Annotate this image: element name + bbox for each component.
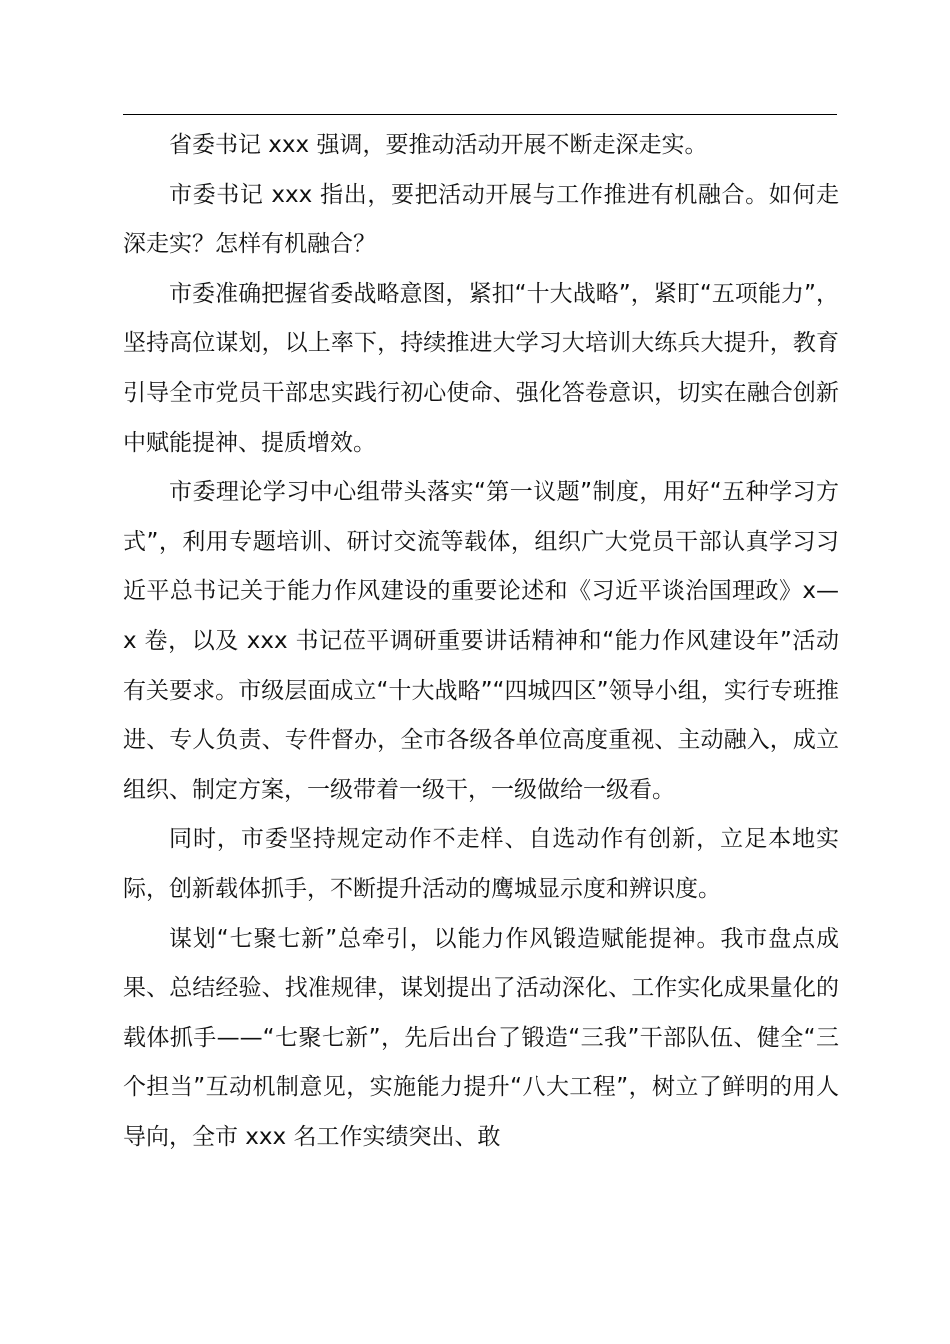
paragraph: 市委准确把握省委战略意图，紧扣“十大战略”，紧盯“五项能力”，坚持高位谋划，以上率下，持续推进大学习大培训大练兵大提升，教育引导全市党员干部忠实践行初心使命、强化答卷意识，切实在融合创新中赋能提神、提质增效。 [123, 280, 839, 456]
paragraph: 市委书记 xxx 指出，要把活动开展与工作推进有机融合。如何走深走实？怎样有机融合？ [123, 181, 839, 258]
paragraph: 谋划“七聚七新”总牵引，以能力作风锻造赋能提神。我市盘点成果、总结经验、找准规律，谋划提出了活动深化、工作实化成果量化的载体抓手——“七聚七新”，先后出台了锻造“三我”干部队伍、健全“三个担当”互动机制意见，实施能力提升“八大工程”，树立了鲜明的用人导向，全市 xxx 名工作实绩突出、敢 [123, 925, 839, 1150]
document-body [123, 121, 839, 1162]
paragraph: 同时，市委坚持规定动作不走样、自选动作有创新，立足本地实际，创新载体抓手，不断提升活动的鹰城显示度和辨识度。 [123, 826, 839, 902]
header-rule [123, 114, 837, 115]
paragraph: 省委书记 xxx 强调，要推动活动开展不断走深走实。 [169, 132, 708, 158]
paragraph: 市委理论学习中心组带头落实“第一议题”制度，用好“五种学习方式”，利用专题培训、研讨交流等载体，组织广大党员干部认真学习习近平总书记关于能力作风建设的重要论述和《习近平谈治国理政》x—x 卷，以及 xxx 书记莅平调研重要讲话精神和“能力作风建设年”活动有关要求。市级层面成立“十大战略”“四城四区”领导小组，实行专班推进、专人负责、专件督办，全市各级各单位高度重视、主动融入，成立组织、制定方案，一级带着一级干，一级做给一级看。 [123, 479, 839, 803]
